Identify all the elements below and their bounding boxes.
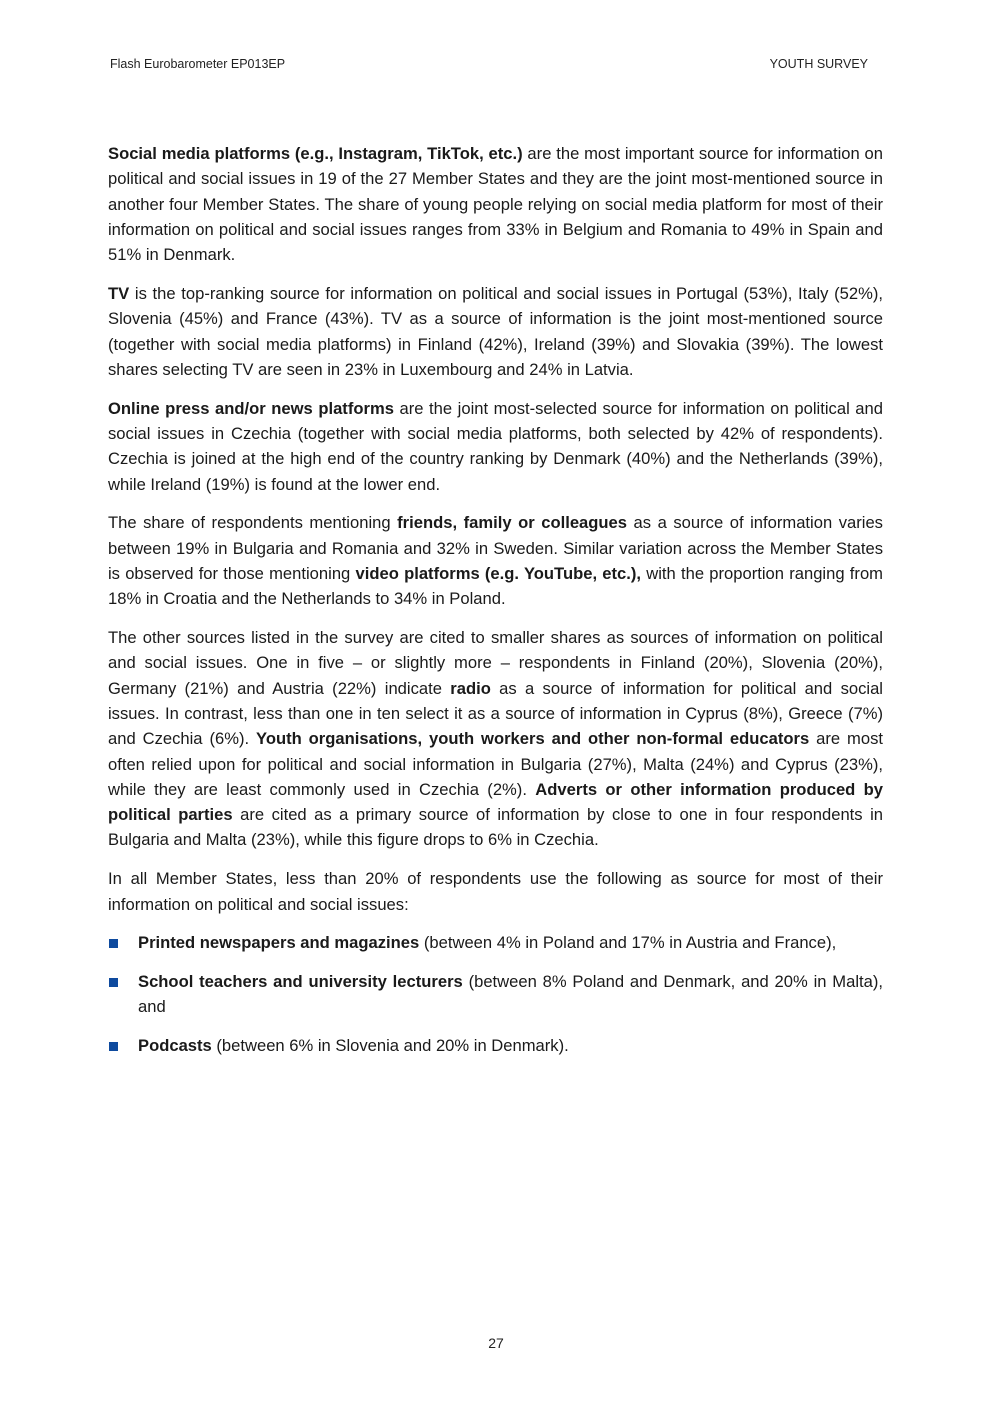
bold-term: Adverts or other information produced by political parties bbox=[108, 779, 884, 825]
paragraph-text: The other sources listed in the survey are cited to smaller shares as sources of information on political and social issues. One in five – or slightly more – respondents in Finland (20%), Slovenia (20%), Germany (21%) and Austria (22%) indicate bbox=[108, 628, 883, 698]
bold-term: School teachers and university lecturers bbox=[138, 972, 463, 992]
page-header bbox=[110, 56, 868, 72]
list-item bbox=[108, 969, 883, 1020]
paragraph-text: The share of respondents mentioning bbox=[108, 513, 398, 533]
paragraph-text: with the proportion ranging from 18% in Croatia and the Netherlands to 34% in Poland. bbox=[108, 563, 883, 609]
paragraph-social-media bbox=[108, 141, 883, 267]
source-bullet-list bbox=[108, 930, 883, 1058]
report-title: Flash Eurobarometer EP013EP bbox=[110, 57, 286, 71]
paragraph-text: is the top-ranking source for information on political and social issues in Portugal (53%), Italy (52%), Slovenia (45%) and France (43%). TV as a source of information is the joint most-mentioned source (together with social media platforms) in Finland (42%), Ireland (39%) and Slovakia (39%). The lowest shares selecting TV are seen in 23% in Luxembourg and 24% in Latvia. bbox=[108, 283, 883, 379]
paragraph-tv bbox=[108, 281, 883, 382]
paragraph-other-sources bbox=[108, 625, 883, 853]
bold-term: TV bbox=[108, 283, 130, 303]
document-body bbox=[108, 141, 883, 1072]
bold-term: video platforms (e.g. YouTube, etc.), bbox=[355, 563, 642, 583]
square-bullet-icon bbox=[109, 978, 118, 987]
bold-term: radio bbox=[450, 678, 491, 698]
square-bullet-icon bbox=[109, 939, 118, 948]
paragraph-text: are cited as a primary source of information by close to one in four respondents in Bulgaria and Malta (23%), while this figure drops to 6% in Czechia. bbox=[108, 805, 884, 850]
bold-term: Online press and/or news platforms bbox=[108, 398, 394, 418]
paragraph-text: are most often relied upon for political and social information in Bulgaria (27%), Malta (24%) and Cyprus (23%), while they are least commonly used in Czechia (2%). bbox=[108, 729, 883, 799]
bold-term: Youth organisations, youth workers and other non-formal educators bbox=[256, 729, 810, 749]
paragraph-text: as a source of information varies between 19% in Bulgaria and Romania and 32% in Sweden. Similar variation across the Member States is observed for those mentioning bbox=[108, 513, 883, 583]
list-item bbox=[108, 930, 883, 955]
paragraph-text: In all Member States, less than 20% of respondents use the following as source for most of their information on political and social issues: bbox=[108, 869, 883, 914]
paragraph-text: as a source of information for political and social issues. In contrast, less than one in ten select it as a source of information in Cyprus (8%), Greece (7%) and Czechia (6%). bbox=[108, 678, 883, 749]
bold-term: Podcasts bbox=[138, 1036, 212, 1056]
paragraph-text: are the most important source for information on political and social issues in 19 of the 27 Member States and they are the joint most-mentioned source in another four Member States. The share of young people relying on social media platform for most of their information on political and social issues ranges from 33% in Belgium and Romania to 49% in Spain and 51% in Denmark. bbox=[108, 144, 883, 265]
page-number: 27 bbox=[488, 1335, 504, 1351]
list-item bbox=[108, 1033, 883, 1058]
paragraph-online-press bbox=[108, 396, 883, 497]
survey-title: YOUTH SURVEY bbox=[769, 57, 868, 71]
paragraph-text: are the joint most-selected source for information on political and social issues in Czechia (together with social media platforms, both selected by 42% of respondents). Czechia is joined at the high end of the country ranking by Denmark (40%) and the Netherlands (39%), while Ireland (19%) is found at the lower end. bbox=[108, 398, 883, 494]
list-item-text: (between 8% Poland and Denmark, and 20% in Malta), and bbox=[138, 972, 883, 1017]
list-item-text: (between 4% in Poland and 17% in Austria and France), bbox=[419, 933, 837, 953]
bold-term: Social media platforms (e.g., Instagram, TikTok, etc.) bbox=[108, 144, 523, 163]
bold-term: friends, family or colleagues bbox=[397, 513, 628, 533]
list-item-text: (between 6% in Slovenia and 20% in Denmark). bbox=[211, 1036, 569, 1056]
bold-term: Printed newspapers and magazines bbox=[138, 933, 420, 953]
paragraph-friends-video bbox=[108, 510, 883, 611]
square-bullet-icon bbox=[109, 1042, 118, 1051]
paragraph-intro-list bbox=[108, 866, 883, 917]
